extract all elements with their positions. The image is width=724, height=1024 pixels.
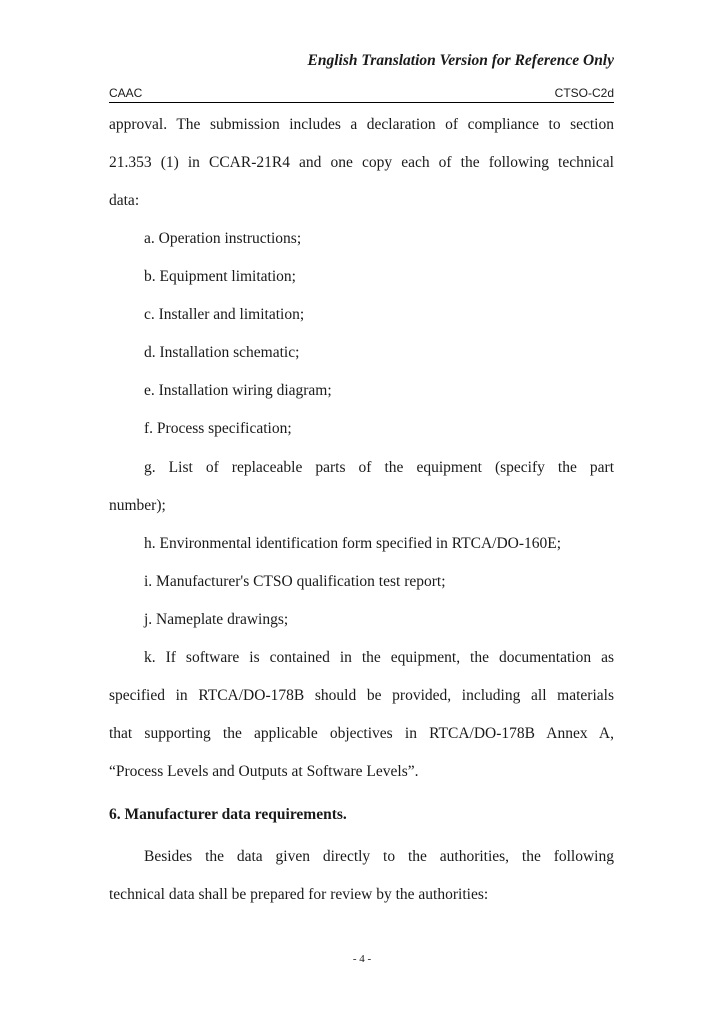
body-line: approval. The submission includes a declaration of compliance to section [109, 116, 614, 133]
list-item-continuation: specified in RTCA/DO-178B should be provided, including all materials [109, 687, 614, 704]
list-item: d. Installation schematic; [144, 344, 300, 361]
translation-banner: English Translation Version for Reference Only [307, 52, 614, 69]
list-item-continuation: “Process Levels and Outputs at Software Levels”. [109, 763, 419, 780]
list-item: g. List of replaceable parts of the equipment (specify the part [144, 459, 614, 476]
list-item: e. Installation wiring diagram; [144, 382, 332, 399]
page-number: - 4 - [352, 953, 372, 965]
body-line: technical data shall be prepared for review by the authorities: [109, 886, 489, 903]
body-line: Besides the data given directly to the authorities, the following [144, 848, 614, 865]
list-item-continuation: that supporting the applicable objectives in RTCA/DO-178B Annex A, [109, 725, 614, 742]
list-item: a. Operation instructions; [144, 230, 302, 247]
list-item-continuation: number); [109, 497, 166, 514]
list-item: f. Process specification; [144, 420, 292, 437]
list-item: k. If software is contained in the equipment, the documentation as [144, 649, 614, 666]
list-item: c. Installer and limitation; [144, 306, 305, 323]
body-line: data: [109, 192, 140, 209]
list-item: i. Manufacturer's CTSO qualification test report; [144, 573, 446, 590]
list-item: h. Environmental identification form specified in RTCA/DO-160E; [144, 535, 562, 552]
running-header-right: CTSO-C2d [554, 86, 614, 100]
running-header-left: CAAC [109, 86, 143, 100]
section-heading: 6. Manufacturer data requirements. [109, 806, 347, 823]
list-item: j. Nameplate drawings; [144, 611, 289, 628]
body-line: 21.353 (1) in CCAR-21R4 and one copy each of the following technical [109, 154, 614, 171]
header-rule [109, 102, 614, 103]
list-item: b. Equipment limitation; [144, 268, 296, 285]
